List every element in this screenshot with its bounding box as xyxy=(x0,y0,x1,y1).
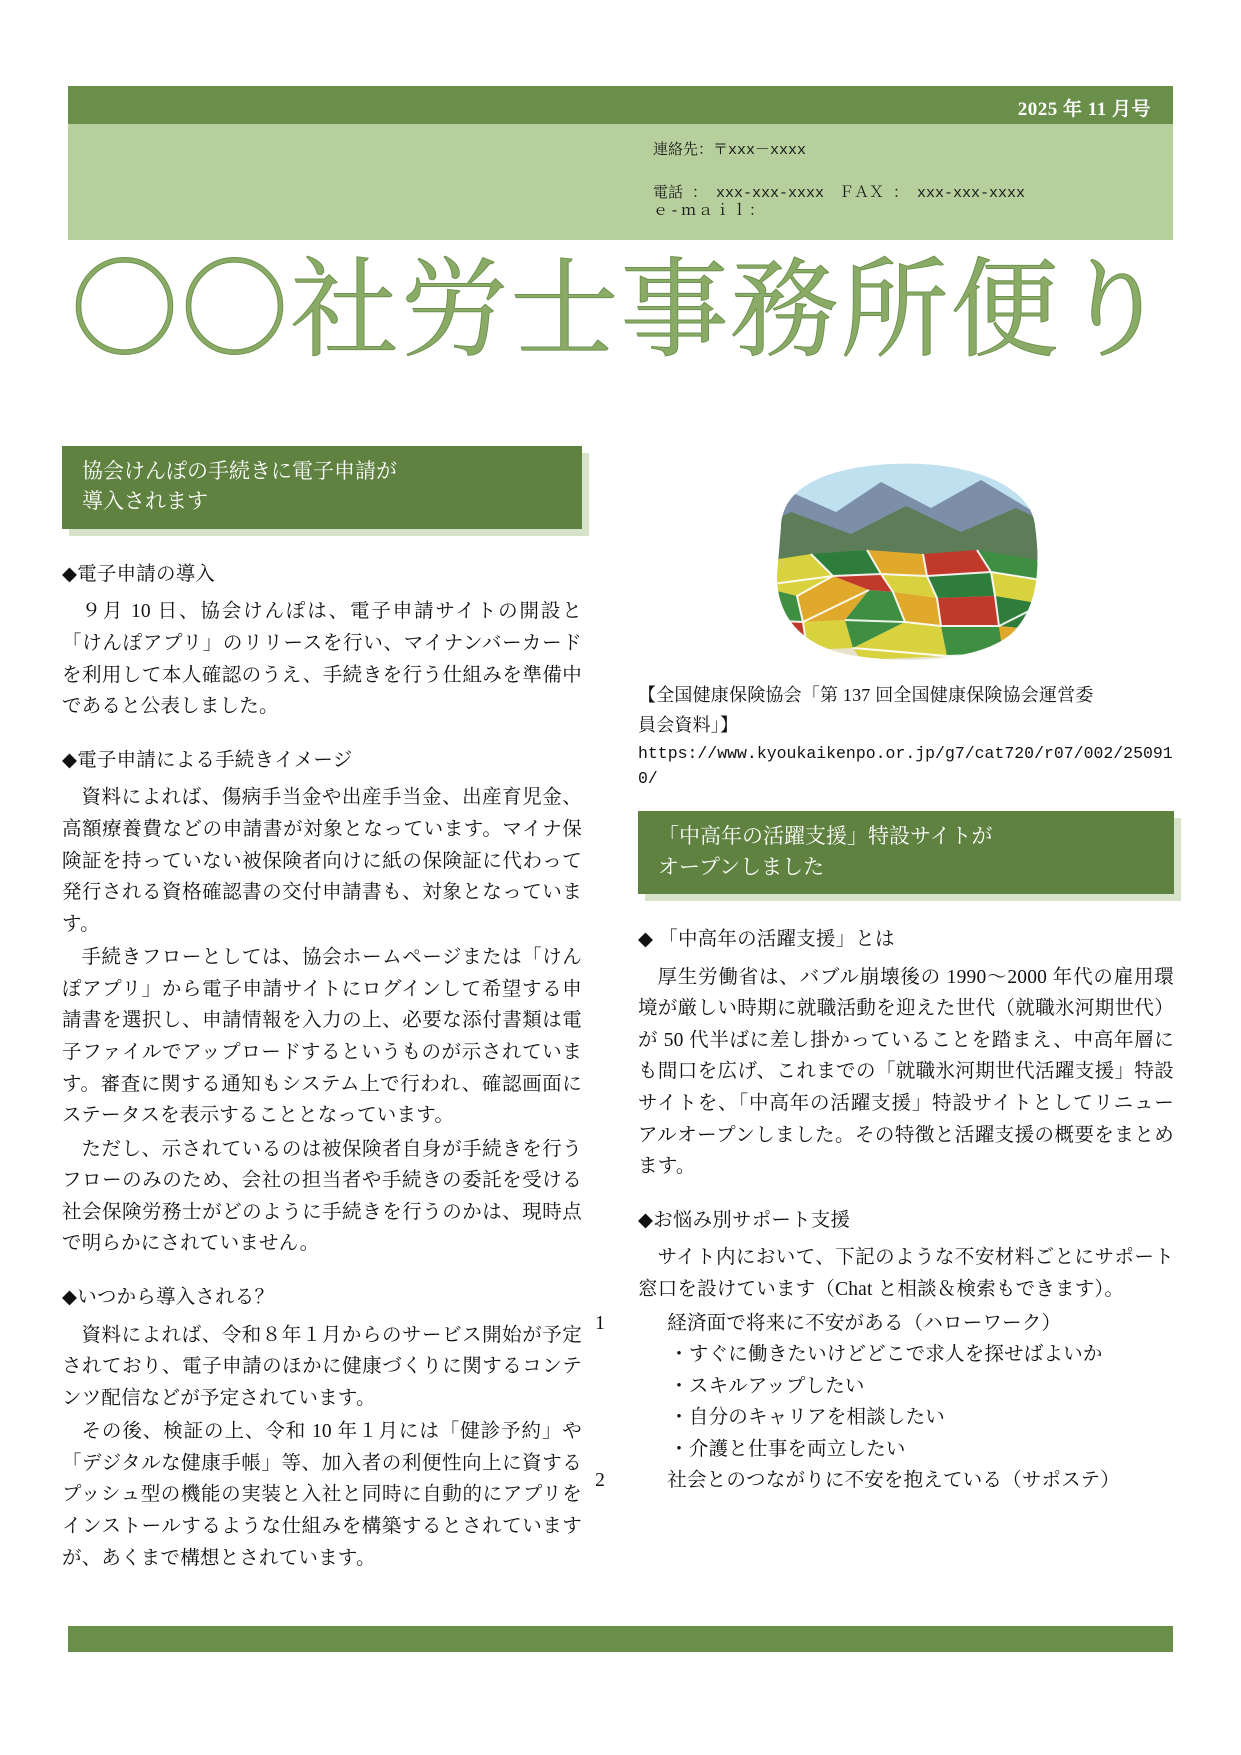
section-heading2-line1: 「中高年の活躍支援」特設サイトが xyxy=(658,824,993,849)
left-paragraph-4: ただし、示されているのは被保険者自身が手続きを行うフローのみのため、会社の担当者や手続きの委託を受ける社会保険労務士がどのように手続きを行うのかは、現時点で明らかにされていません。 xyxy=(62,1138,582,1255)
left-paragraph-1: ９月 10 日、協会けんぽは、電子申請サイトの開設と「けんぽアプリ」のリリースを行い、マイナンバーカードを利用して本人確認のうえ、手続きを行う仕組みを準備中であると公表しました。 xyxy=(62,601,582,718)
contact-phone-fax: 電話 ： xxx-xxx-xxxx ＦＡＸ ： xxx-xxx-xxxx xyxy=(653,185,1026,203)
page-title: 〇〇社労士事務所便り xyxy=(70,248,1171,373)
list-item xyxy=(595,1465,1174,1497)
left-bullet-1: ◆電子申請の導入 xyxy=(62,563,216,585)
list-label: 社会とのつながりに不安を抱えている（サポステ） xyxy=(667,1470,1120,1492)
left-paragraph-2: 資料によれば、傷病手当金や出産手当金、出産育児金、高額療養費などの申請書が対象となっています。マイナ保険証を持っていない被保険者向けに紙の保険証に代わって発行される資格確認書の交付申請書も、対象となっています。 xyxy=(62,787,582,935)
contact-address: 連絡先：〒xxx－xxxx xyxy=(653,142,807,159)
section-heading2-line2: オープンしました xyxy=(658,854,825,879)
footer-band xyxy=(68,1626,1173,1652)
source-url[interactable]: https://www.kyoukaikenpo.or.jp/g7/cat720/r07/002/250910/ xyxy=(638,743,1173,788)
list-number: 1 xyxy=(595,1312,606,1334)
section-heading-denshi-shinsei xyxy=(62,446,582,529)
section-heading-line2: 導入されます xyxy=(82,489,208,514)
list-item xyxy=(595,1308,1174,1340)
list-item: ・介護と仕事を両立したい xyxy=(669,1438,906,1460)
header-light-band xyxy=(68,124,1173,240)
header-dark-band xyxy=(68,86,1173,124)
list-label: 経済面で将来に不安がある（ハローワーク） xyxy=(667,1312,1062,1334)
illustration-caption-line1: 【全国健康保険協会「第 137 回全国健康保険協会運営委 xyxy=(638,685,1094,705)
left-paragraph-6: その後、検証の上、令和 10 年１月には「健診予約」や「デジタルな健康手帳」等、加入者の利便性向上に資するプッシュ型の機能の実装と入社と同時に自動的にアプリをインストールするような仕組みを構築するとされていますが、あくまで構想とされています。 xyxy=(62,1421,582,1569)
list-number: 2 xyxy=(595,1470,606,1492)
left-paragraph-3: 手続きフローとしては、協会ホームページまたは「けんぽアプリ」から電子申請サイトにログインして希望する申請書を選択し、申請情報を入力の上、必要な添付書類は電子ファイルでアップロードするというものが示されています。審査に関する通知もシステム上で行われ、確認画面にステータスを表示することとなっています。 xyxy=(62,947,582,1127)
contact-email: ｅ-ｍａｉｌ： xyxy=(653,202,767,220)
section-heading-line1: 協会けんぽの手続きに電子申請が xyxy=(82,459,397,483)
right-bullet-2: ◆お悩み別サポート支援 xyxy=(638,1209,851,1231)
issue-date: 2025 年 11 月号 xyxy=(1017,99,1151,120)
left-column xyxy=(62,446,582,1576)
list-item: ・自分のキャリアを相談したい xyxy=(669,1407,945,1429)
map-illustration xyxy=(741,450,1071,670)
contact-block xyxy=(653,142,1025,220)
right-bullet-1: ◆ 「中高年の活躍支援」とは xyxy=(638,929,895,951)
list-item: ・スキルアップしたい xyxy=(669,1375,865,1397)
illustration-caption-line2: 員会資料」】 xyxy=(638,714,739,735)
left-paragraph-5: 資料によれば、令和８年１月からのサービス開始が予定されており、電子申請のほかに健康づくりに関するコンテンツ配信などが予定されています。 xyxy=(62,1324,582,1409)
section-heading-chukonen xyxy=(638,811,1174,894)
right-paragraph-1: 厚生労働省は、バブル崩壊後の 1990〜2000 年代の雇用環境が厳しい時期に就職活動を迎えた世代（就職氷河期世代）が 50 代半ばに差し掛かっていることを踏まえ、中高年層にも間口を広げ、これまでの「就職氷河期世代活躍支援」特設サイトを、「中高年の活躍支援」特設サイトとしてリニューアルオープンしました。その特徴と活躍支援の概要をまとめます。 xyxy=(638,966,1174,1178)
left-bullet-2: ◆電子申請による手続きイメージ xyxy=(62,749,353,771)
right-paragraph-2: サイト内において、下記のような不安材料ごとにサポート窓口を設けています（Chat と相談＆検索もできます）。 xyxy=(638,1247,1174,1300)
right-column xyxy=(595,446,1174,1497)
list-item: ・すぐに働きたいけどどこで求人を探せばよいか xyxy=(669,1344,1103,1366)
left-bullet-3: ◆いつから導入される？ xyxy=(62,1287,275,1309)
